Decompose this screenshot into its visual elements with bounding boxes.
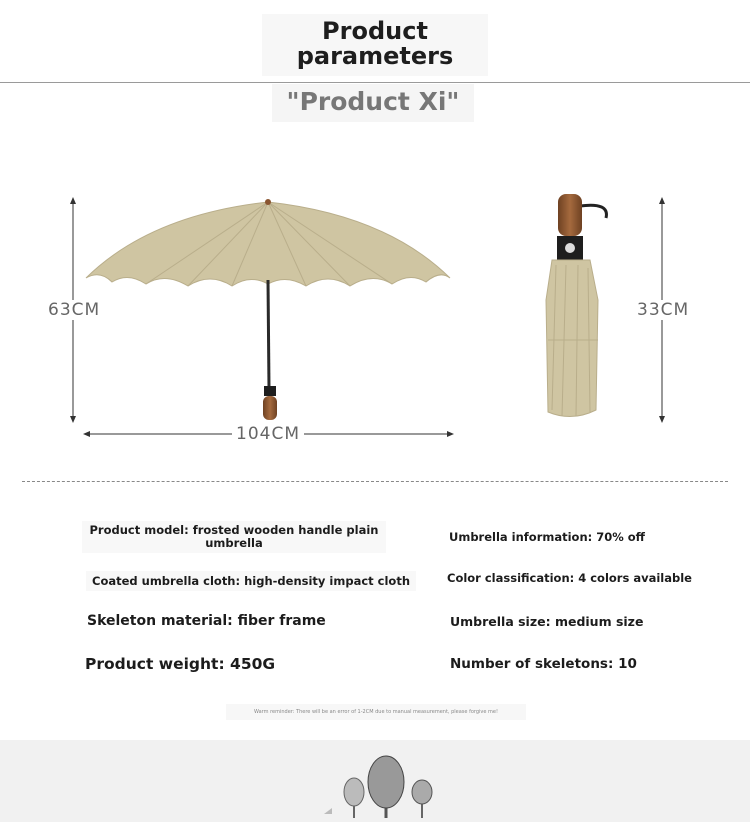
param-skeleton-material: Skeleton material: fiber frame (87, 613, 326, 629)
tree-icon (368, 756, 404, 818)
product-diagram (0, 120, 750, 470)
open-width-label: 104CM (232, 424, 304, 444)
title-line-2: parameters (296, 42, 454, 70)
param-size: Umbrella size: medium size (450, 614, 644, 629)
folded-height-label: 33CM (633, 300, 693, 320)
param-skeletons: Number of skeletons: 10 (450, 656, 637, 672)
product-name: "Product Xi" (272, 84, 474, 122)
param-weight: Product weight: 450G (85, 655, 276, 673)
open-height-label: 63CM (44, 300, 104, 320)
param-cloth: Coated umbrella cloth: high-density impact cloth (86, 571, 416, 591)
title-line-1: Product (322, 17, 428, 45)
page-title (262, 14, 488, 76)
param-model: Product model: frosted wooden handle plain umbrella (82, 521, 386, 553)
open-umbrella-image (86, 199, 450, 420)
warm-reminder: Warm reminder: There will be an error of 1-2CM due to manual measurement, please forgive me! (226, 704, 526, 720)
param-info: Umbrella information: 70% off (449, 530, 645, 544)
param-color: Color classification: 4 colors available (447, 571, 692, 585)
tree-icon (412, 780, 432, 818)
tree-icon (344, 778, 364, 818)
trees-illustration (320, 748, 440, 822)
section-divider (22, 481, 728, 482)
header-divider (0, 82, 750, 83)
folded-umbrella-image (546, 194, 606, 417)
